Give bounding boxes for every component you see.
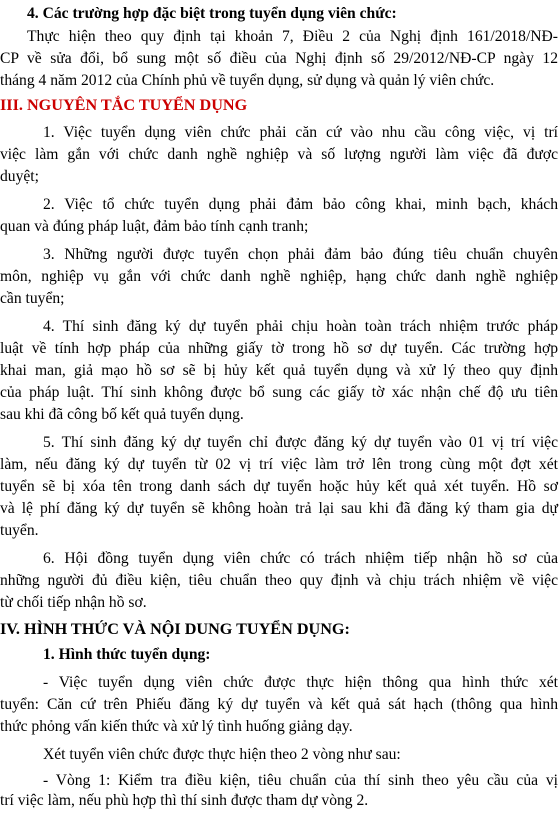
paragraph-line: việc làm gắn với chức danh nghề nghiệp và số lượng người làm việc đã được xyxy=(0,146,558,163)
paragraph-line: tháng 4 năm 2012 của Chính phủ về tuyển dụng, sử dụng và quản lý viên chức. xyxy=(0,72,495,89)
paragraph-line: thức phỏng vấn kiến thức và xử lý tình huống giảng dạy. xyxy=(0,718,353,735)
paragraph-line: Xét tuyển viên chức được thực hiện theo 2 vòng như sau: xyxy=(43,746,401,763)
paragraph-line: tuyển sẽ bị xóa tên trong danh sách dự tuyển hoặc hủy kết quả xét tuyển. Hồ sơ xyxy=(0,478,558,495)
paragraph-line: 4. Thí sinh đăng ký dự tuyển phải chịu hoàn toàn trách nhiệm trước pháp xyxy=(43,318,558,335)
paragraph-line: tuyển: Căn cứ trên Phiếu đăng ký dự tuyển và kết quả sát hạch (thông qua hình xyxy=(0,696,558,713)
paragraph-line: trí việc làm, nếu phù hợp thì thí sinh được tham dự vòng 2. xyxy=(0,792,369,809)
paragraph-line: từ chối tiếp nhận hồ sơ. xyxy=(0,594,147,611)
paragraph-line: luật về tính hợp pháp của những giấy tờ trong hồ sơ dự tuyển. Các trường hợp xyxy=(0,340,558,357)
paragraph-line: CP về sửa đổi, bổ sung một số điều của Nghị định số 29/2012/NĐ-CP ngày 12 xyxy=(0,50,558,67)
paragraph-line: làm, nếu đăng ký dự tuyển từ 02 vị trí việc làm trở lên trong cùng một đợt xét xyxy=(0,456,558,473)
paragraph-line: và lệ phí đăng ký dự tuyển sẽ không hoàn trả lại sau khi đã đăng ký tham gia dự xyxy=(0,500,558,517)
paragraph-line: khai man, giả mạo hồ sơ sẽ bị hủy kết quả tuyển dụng và xử lý theo quy định xyxy=(0,362,558,379)
paragraph-line: Thực hiện theo quy định tại khoản 7, Điều 2 của Nghị định 161/2018/NĐ- xyxy=(27,28,558,45)
paragraph-line: 1. Việc tuyển dụng viên chức phải căn cứ vào nhu cầu công việc, vị trí xyxy=(43,124,558,141)
paragraph-line: tuyển. xyxy=(0,522,39,539)
paragraph-line: cần tuyển; xyxy=(0,290,65,307)
paragraph-line: quan và đúng pháp luật, đảm bảo tính cạnh tranh; xyxy=(0,218,309,235)
paragraph-line: - Việc tuyển dụng viên chức được thực hiện thông qua hình thức xét xyxy=(43,674,558,691)
section-heading-principles: III. NGUYÊN TẮC TUYỂN DỤNG xyxy=(0,96,248,114)
paragraph-line: những người đủ điều kiện, tiêu chuẩn theo quy định và chịu trách nhiệm về việc xyxy=(0,572,558,589)
section-heading-special-cases: 4. Các trường hợp đặc biệt trong tuyển dụng viên chức: xyxy=(27,5,397,22)
paragraph-line: 2. Việc tổ chức tuyển dụng phải đảm bảo công khai, minh bạch, khách xyxy=(43,196,558,213)
subsection-heading-recruitment-form: 1. Hình thức tuyển dụng: xyxy=(43,646,211,663)
section-heading-forms: IV. HÌNH THỨC VÀ NỘI DUNG TUYỂN DỤNG: xyxy=(0,620,350,638)
paragraph-line: của pháp luật. Thí sinh không được bổ sung các giấy tờ xác nhận chế độ ưu tiên xyxy=(0,384,558,401)
paragraph-line: duyệt; xyxy=(0,168,39,185)
paragraph-line: 6. Hội đồng tuyển dụng viên chức có trách nhiệm tiếp nhận hồ sơ của xyxy=(43,550,558,567)
paragraph-line: - Vòng 1: Kiểm tra điều kiện, tiêu chuẩn của thí sinh theo yêu cầu của vị xyxy=(43,772,558,789)
paragraph-line: môn, nghiệp vụ gắn với chức danh nghề nghiệp, hạng chức danh nghề nghiệp xyxy=(0,268,558,285)
paragraph-line: 5. Thí sinh đăng ký dự tuyển chỉ được đăng ký dự tuyển vào 01 vị trí việc xyxy=(43,434,558,451)
paragraph-line: 3. Những người được tuyển chọn phải đảm bảo đúng tiêu chuẩn chuyên xyxy=(43,246,558,263)
paragraph-line: sau khi đã công bố kết quả tuyển dụng. xyxy=(0,406,244,423)
